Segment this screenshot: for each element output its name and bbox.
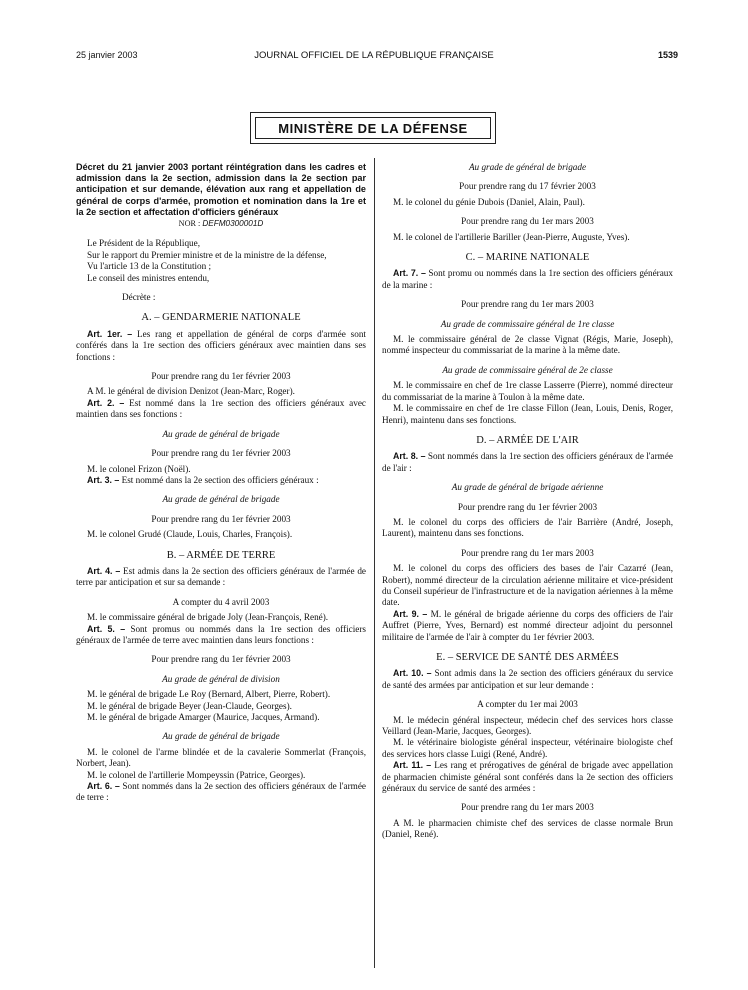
nor-reference	[76, 218, 366, 229]
rank-date-8: Pour prendre rang du 1er mars 2003	[461, 299, 594, 310]
article-7-text: Sont promu ou nommés dans la 1re section des officiers généraux de la marine :	[382, 268, 673, 290]
nominee-4: M. le commissaire général de brigade Joly (Jean-François, René).	[87, 612, 329, 623]
page-header	[0, 50, 748, 64]
grade-heading-2: Au grade de général de brigade	[162, 494, 280, 505]
article-9-label: Art. 9. –	[393, 608, 428, 619]
rank-date-6: Pour prendre rang du 17 février 2003	[459, 181, 596, 192]
rank-date-4: A compter du 4 avril 2003	[172, 596, 270, 607]
nominee-13: M. le commissaire en chef de 1re classe Lasserre (Pierre), nommé directeur du commissariat de la marine à Toulon à la même date.	[382, 380, 673, 402]
article-3	[76, 475, 366, 486]
article-10	[382, 668, 673, 691]
section-a-heading: A. – GENDARMERIE NATIONALE	[141, 312, 301, 324]
article-2	[76, 398, 366, 421]
article-9-text: M. le général de brigade aérienne du corps des officiers de l'air Auffret (Pierre, Yves, Bernard) est nommé directeur adjoint du personnel militaire de l'armée de l'air à compter du 1er février 2003.	[382, 608, 673, 642]
article-11-label: Art. 11. –	[393, 760, 432, 771]
right-column	[382, 162, 673, 841]
article-3-text: Est nommé dans la 2e section des officiers généraux :	[119, 474, 319, 485]
grade-heading-8: Au grade de général de brigade aérienne	[451, 482, 604, 493]
grade-heading-4: Au grade de général de brigade	[162, 731, 280, 742]
article-2-text: Est nommé dans la 1re section des officiers généraux avec maintien dans ses fonctions :	[76, 397, 366, 420]
article-1-text: Les rang et appellation de général de corps d'armée sont conférés dans la 1re section des officiers généraux avec maintien dans ses fonctions :	[76, 328, 366, 362]
rank-date-5: Pour prendre rang du 1er février 2003	[151, 654, 291, 665]
journal-title: JOURNAL OFFICIEL DE LA RÉPUBLIQUE FRANÇAISE	[254, 50, 494, 61]
left-column	[76, 162, 366, 804]
preamble-2: Sur le rapport du Premier ministre et de la ministre de la défense,	[87, 249, 327, 260]
article-4-label: Art. 4. –	[87, 565, 121, 576]
article-10-text: Sont admis dans la 2e section des officiers généraux du service de santé des armées par anticipation et sur leur demande :	[382, 668, 673, 690]
article-3-label: Art. 3. –	[87, 474, 120, 485]
nominee-1: A M. le général de division Denizot (Jean-Marc, Roger).	[87, 386, 295, 397]
rank-date-9: Pour prendre rang du 1er février 2003	[457, 501, 598, 512]
section-c-heading: C. – MARINE NATIONALE	[465, 252, 590, 264]
article-1	[76, 329, 366, 363]
article-5	[76, 624, 366, 647]
grade-heading-3: Au grade de général de division	[162, 673, 280, 684]
article-11	[382, 760, 673, 794]
decrete: Décrète :	[122, 292, 156, 303]
article-5-text: Sont promus ou nommés dans la 1re section des officiers généraux de l'armée de terre avec maintien dans leurs fonctions :	[76, 623, 366, 645]
nominee-18: M. le vétérinaire biologiste général inspecteur, vétérinaire biologiste chef des services hors classe Luigi (René, André).	[382, 737, 673, 759]
nominee-5: M. le général de brigade Le Roy (Bernard, Albert, Pierre, Robert).	[87, 689, 331, 700]
article-6	[76, 781, 366, 804]
nominee-11: M. le colonel de l'artillerie Bariller (Jean-Pierre, Auguste, Yves).	[393, 231, 630, 242]
rank-date-12: Pour prendre rang du 1er mars 2003	[461, 802, 594, 813]
nominee-2: M. le colonel Frizon (Noël).	[87, 463, 191, 474]
section-b-heading: B. – ARMÉE DE TERRE	[166, 549, 276, 561]
article-4	[76, 566, 366, 589]
article-9	[382, 609, 673, 643]
grade-heading-7: Au grade de commissaire général de 2e classe	[442, 364, 613, 375]
article-8-text: Sont nommés dans la 1re section des officiers généraux de l'armée de l'air :	[382, 451, 673, 473]
section-d-heading: D. – ARMÉE DE L'AIR	[476, 434, 579, 446]
article-8	[382, 451, 673, 474]
nominee-9: M. le colonel de l'artillerie Mompeyssin (Patrice, Georges).	[87, 769, 306, 780]
grade-heading-1: Au grade de général de brigade	[162, 428, 280, 439]
preamble-3: Vu l'article 13 de la Constitution ;	[87, 261, 212, 272]
article-4-text: Est admis dans la 2e section des officiers généraux de l'armée de terre par anticipation et sur sa demande :	[76, 565, 366, 588]
nominee-16: M. le colonel du corps des officiers des bases de l'air Cazarré (Jean, Robert), nommé directeur de la circulation aérienne militaire et vice-président du Conseil supérieur de l'infrastructure et de la navigation aériennes à la même date.	[382, 563, 673, 608]
nominee-6: M. le général de brigade Beyer (Jean-Claude, Georges).	[87, 700, 292, 711]
decree-title: Décret du 21 janvier 2003 portant réintégration dans les cadres et admission dans la 2e section, admission dans la 2e section par anticipation et sur demande, élévation aux rang et appellation de général de corps d'armée, promotion et nomination dans la 1re et la 2e section et affectation d'officiers généraux	[76, 162, 366, 217]
article-8-label: Art. 8. –	[393, 451, 426, 462]
rank-date-1: Pour prendre rang du 1er février 2003	[151, 371, 291, 382]
preamble-4: Le conseil des ministres entendu,	[87, 272, 210, 283]
nominee-17: M. le médecin général inspecteur, médecin chef des services hors classe Veillard (Jean-Marie, Jacques, Georges).	[382, 714, 673, 737]
article-6-label: Art. 6. –	[87, 781, 120, 792]
nominee-10: M. le colonel du génie Dubois (Daniel, Alain, Paul).	[393, 196, 585, 207]
rank-date-10: Pour prendre rang du 1er mars 2003	[461, 547, 594, 558]
nominee-8: M. le colonel de l'arme blindée et de la cavalerie Sommerlat (François, Norbert, Jean).	[76, 746, 366, 769]
grade-heading-5: Au grade de général de brigade	[468, 162, 587, 172]
rank-date-2: Pour prendre rang du 1er février 2003	[151, 448, 291, 459]
article-5-label: Art. 5. –	[87, 623, 126, 634]
rank-date-3: Pour prendre rang du 1er février 2003	[151, 513, 291, 524]
section-e-heading: E. – SERVICE DE SANTÉ DES ARMÉES	[436, 652, 619, 663]
nominee-7: M. le général de brigade Amarger (Maurice, Jacques, Armand).	[87, 712, 320, 723]
article-11-text: Les rang et prérogatives de général de brigade avec appellation de pharmacien chimiste général sont conférés dans la 2e section des officiers généraux du service de santé des armées :	[382, 760, 673, 794]
nominee-19: A M. le pharmacien chimiste chef des services de classe normale Brun (Daniel, René).	[382, 817, 673, 840]
grade-heading-6: Au grade de commissaire général de 1re classe	[440, 318, 615, 329]
article-10-label: Art. 10. –	[393, 668, 432, 679]
nominee-3: M. le colonel Grudé (Claude, Louis, Charles, François).	[87, 529, 293, 540]
article-7	[382, 268, 673, 291]
nominee-14: M. le commissaire en chef de 1re classe Fillon (Jean, Louis, Denis, Roger, Henri), maintenu dans ses fonctions.	[382, 403, 673, 425]
nominee-12: M. le commissaire général de 2e classe Vignat (Régis, Marie, Joseph), nommé inspecteur du commissariat de la marine à la même date.	[382, 334, 673, 356]
ministry-title: MINISTÈRE DE LA DÉFENSE	[255, 117, 491, 139]
article-1-label: Art. 1er. –	[87, 328, 133, 339]
nominee-15: M. le colonel du corps des officiers de l'air Barrière (André, Joseph, Laurent), maintenu dans ses fonctions.	[382, 516, 673, 539]
article-2-label: Art. 2. –	[87, 397, 125, 408]
rank-date-11: A compter du 1er mai 2003	[477, 699, 578, 710]
nor-value: DEFM0300001D	[202, 219, 264, 229]
page-number: 1539	[657, 50, 678, 60]
preamble-1: Le Président de la République,	[87, 238, 201, 249]
rank-date-7: Pour prendre rang du 1er mars 2003	[461, 216, 594, 227]
column-divider	[374, 158, 375, 968]
header-date: 25 janvier 2003	[76, 50, 138, 60]
article-6-text: Sont nommés dans la 2e section des officiers généraux de l'armée de terre :	[76, 781, 366, 803]
nor-label: NOR :	[178, 219, 203, 229]
article-7-label: Art. 7. –	[393, 268, 426, 279]
ministry-box	[250, 112, 496, 144]
